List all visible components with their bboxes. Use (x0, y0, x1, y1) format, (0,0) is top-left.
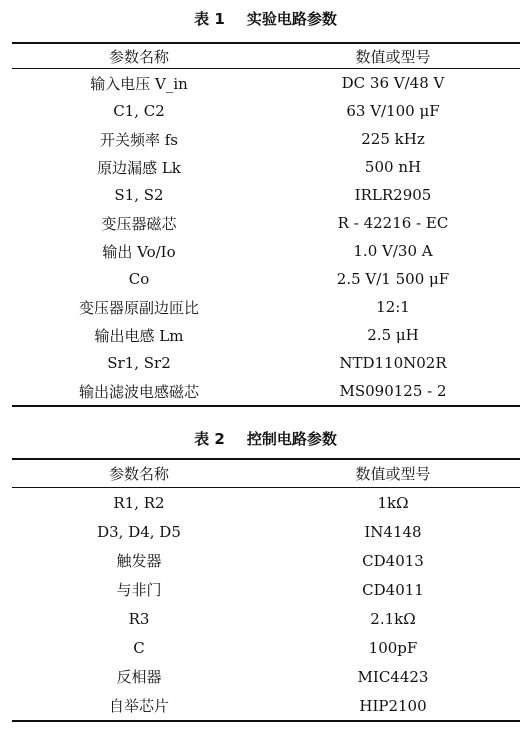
param-value-cell: 2.1kΩ (370, 609, 416, 628)
param-name-cell: 自举芯片 (108, 697, 169, 715)
table1-title: 实验电路参数 (246, 10, 337, 28)
table-row (12, 125, 520, 153)
table-row (12, 69, 520, 98)
param-value-cell: 100pF (368, 638, 418, 657)
param-value-cell: HIP2100 (359, 696, 427, 715)
param-value-cell: 500 nH (364, 158, 422, 176)
param-name-cell: R3 (128, 609, 150, 628)
table-row (12, 546, 520, 575)
param-value-cell: 1.0 V/30 A (353, 242, 433, 260)
table2-header-value: 数值或型号 (266, 459, 520, 488)
table-row (12, 662, 520, 691)
param-name-cell: R1, R2 (113, 493, 165, 512)
param-value-cell: 63 V/100 μF (346, 102, 440, 120)
param-name-cell: 变压器磁芯 (101, 214, 177, 233)
table1-caption (0, 8, 531, 29)
param-name-cell: 触发器 (116, 552, 162, 570)
param-value-cell: 225 kHz (361, 130, 425, 148)
table-row (12, 237, 520, 265)
table2-header-name: 参数名称 (12, 459, 266, 488)
param-name-cell: 变压器原副边匝比 (78, 298, 199, 317)
param-name-cell: D3, D4, D5 (97, 522, 181, 541)
param-name-cell: 与非门 (116, 581, 162, 599)
table-row (12, 209, 520, 237)
table1 (12, 42, 520, 407)
table-row (12, 633, 520, 662)
param-name-cell: Co (128, 270, 150, 288)
table-row (12, 321, 520, 349)
table-row (12, 377, 520, 406)
param-value-cell: IN4148 (364, 522, 422, 541)
param-name-cell: 输入电压 V_in (90, 74, 188, 93)
table1-label: 表 1 (194, 10, 225, 28)
param-value-cell: 12:1 (376, 298, 410, 316)
param-value-cell: CD4013 (362, 551, 424, 570)
param-name-cell: 反相器 (116, 668, 162, 686)
param-value-cell: IRLR2905 (354, 186, 432, 204)
table-row (12, 488, 520, 518)
param-name-cell: 原边漏感 Lk (97, 158, 181, 177)
table-row (12, 517, 520, 546)
param-name-cell: S1, S2 (114, 186, 164, 204)
param-value-cell: CD4011 (362, 580, 424, 599)
param-name-cell: C1, C2 (113, 102, 165, 120)
table-row (12, 153, 520, 181)
param-name-cell: 输出滤波电感磁芯 (78, 382, 199, 401)
table-row (12, 691, 520, 721)
table1-header-name: 参数名称 (12, 43, 266, 69)
param-name-cell: 输出 Vo/Io (102, 242, 176, 261)
param-value-cell: R - 42216 - EC (337, 214, 449, 232)
table2-body (12, 488, 520, 722)
table1-header-row (12, 43, 520, 69)
table-row (12, 265, 520, 293)
table-row (12, 293, 520, 321)
param-value-cell: MS090125 - 2 (339, 382, 447, 400)
param-value-cell: 2.5 μH (367, 326, 419, 344)
param-value-cell: 2.5 V/1 500 μF (336, 270, 450, 288)
param-name-cell: 开关频率 fs (99, 130, 179, 149)
param-value-cell: MIC4423 (357, 667, 429, 686)
table-row (12, 181, 520, 209)
table1-body (12, 69, 520, 407)
table-row (12, 604, 520, 633)
table2-caption (0, 428, 531, 449)
table1-header-value: 数值或型号 (266, 43, 520, 69)
param-value-cell: NTD110N02R (339, 354, 447, 372)
table2-title: 控制电路参数 (246, 430, 337, 448)
param-name-cell: Sr1, Sr2 (107, 354, 171, 372)
param-value-cell: DC 36 V/48 V (341, 74, 445, 92)
table2 (12, 458, 520, 722)
table-row (12, 349, 520, 377)
table-row (12, 575, 520, 604)
table2-header-row (12, 459, 520, 488)
table2-label: 表 2 (194, 430, 225, 448)
param-value-cell: 1kΩ (377, 493, 409, 512)
param-name-cell: C (133, 638, 145, 657)
param-name-cell: 输出电感 Lm (94, 326, 184, 345)
table-row (12, 97, 520, 125)
